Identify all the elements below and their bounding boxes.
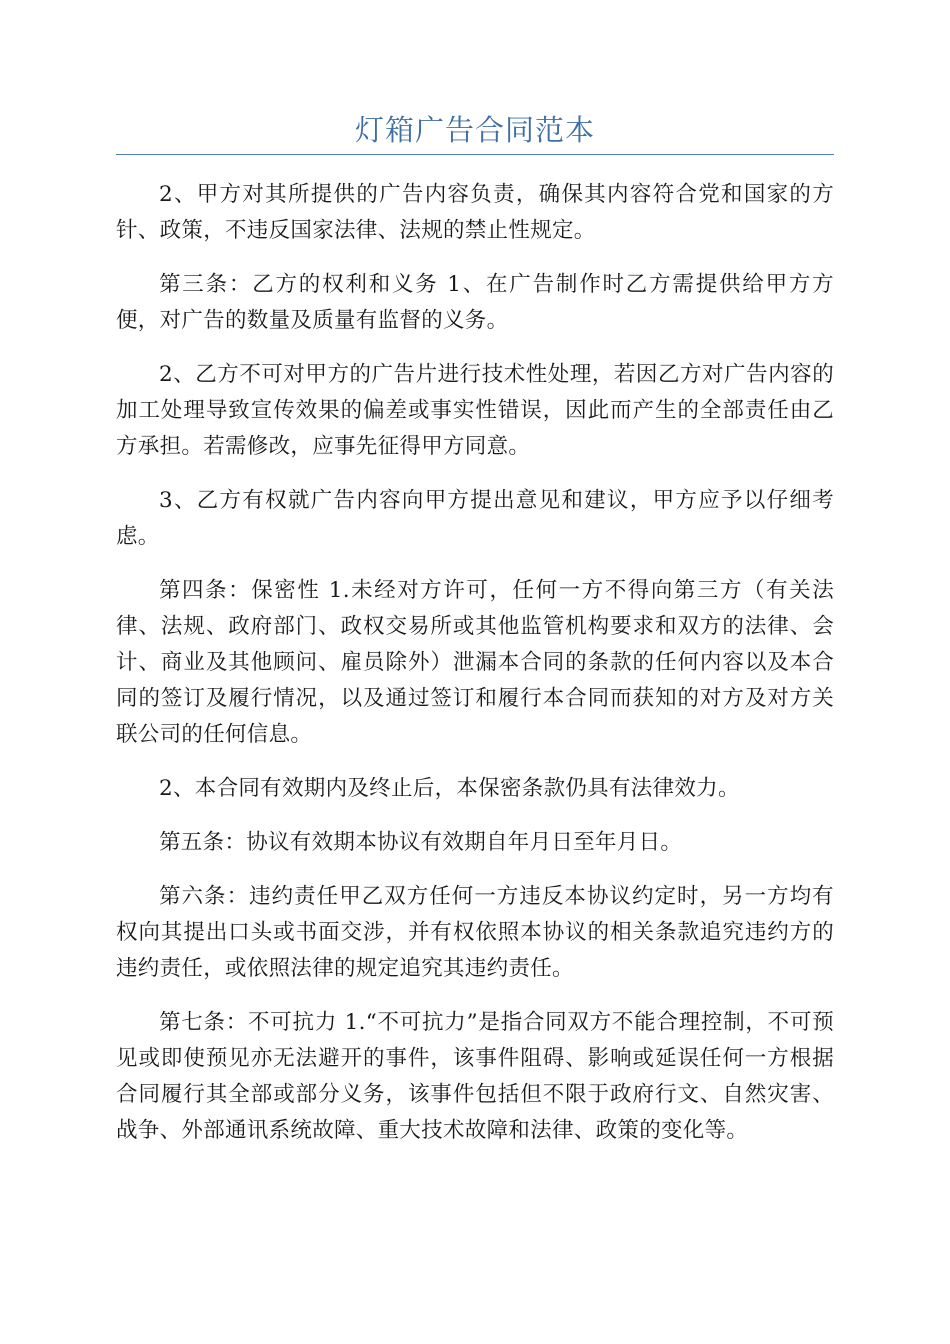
- paragraph-article-6: 第六条：违约责任甲乙双方任何一方违反本协议约定时，另一方均有权向其提出口头或书面交涉，并有权依照本协议的相关条款追究违约方的违约责任，或依照法律的规定追究其违约责任。: [116, 884, 834, 981]
- paragraph-article-4: 第四条：保密性 1.未经对方许可，任何一方不得向第三方（有关法律、法规、政府部门、政权交易所或其他监管机构要求和双方的法律、会计、商业及其他顾问、雇员除外）泄漏本合同的条款的任何内容以及本合同的签订及履行情况，以及通过签订和履行本合同而获知的对方及对方关联公司的任何信息。: [116, 578, 834, 747]
- paragraph-article-7: 第七条：不可抗力 1.“不可抗力”是指合同双方不能合理控制，不可预见或即使预见亦无法避开的事件，该事件阻碍、影响或延误任何一方根据合同履行其全部或部分义务，该事件包括但不限于政府行文、自然灾害、战争、外部通讯系统故障、重大技术故障和法律、政策的变化等。: [116, 1010, 834, 1143]
- document-title: 灯箱广告合同范本: [354, 113, 595, 147]
- paragraph-article-3-3: 3、乙方有权就广告内容向甲方提出意见和建议，甲方应予以仔细考虑。: [116, 488, 834, 549]
- paragraph-article-4-2: 2、本合同有效期内及终止后，本保密条款仍具有法律效力。: [159, 776, 740, 801]
- paragraph-article-5: 第五条：协议有效期本协议有效期自年月日至年月日。: [159, 830, 683, 855]
- paragraph-article-3: 第三条：乙方的权利和义务 1、在广告制作时乙方需提供给甲方方便，对广告的数量及质量有监督的义务。: [116, 272, 834, 333]
- paragraph-clause-2-1: 2、甲方对其所提供的广告内容负责，确保其内容符合党和国家的方针、政策，不违反国家法律、法规的禁止性规定。: [116, 182, 834, 243]
- document-page: [116, 108, 834, 1167]
- title-underline: [116, 154, 834, 155]
- paragraph-article-3-2: 2、乙方不可对甲方的广告片进行技术性处理，若因乙方对广告内容的加工处理导致宣传效果的偏差或事实性错误，因此而产生的全部责任由乙方承担。若需修改，应事先征得甲方同意。: [116, 362, 834, 459]
